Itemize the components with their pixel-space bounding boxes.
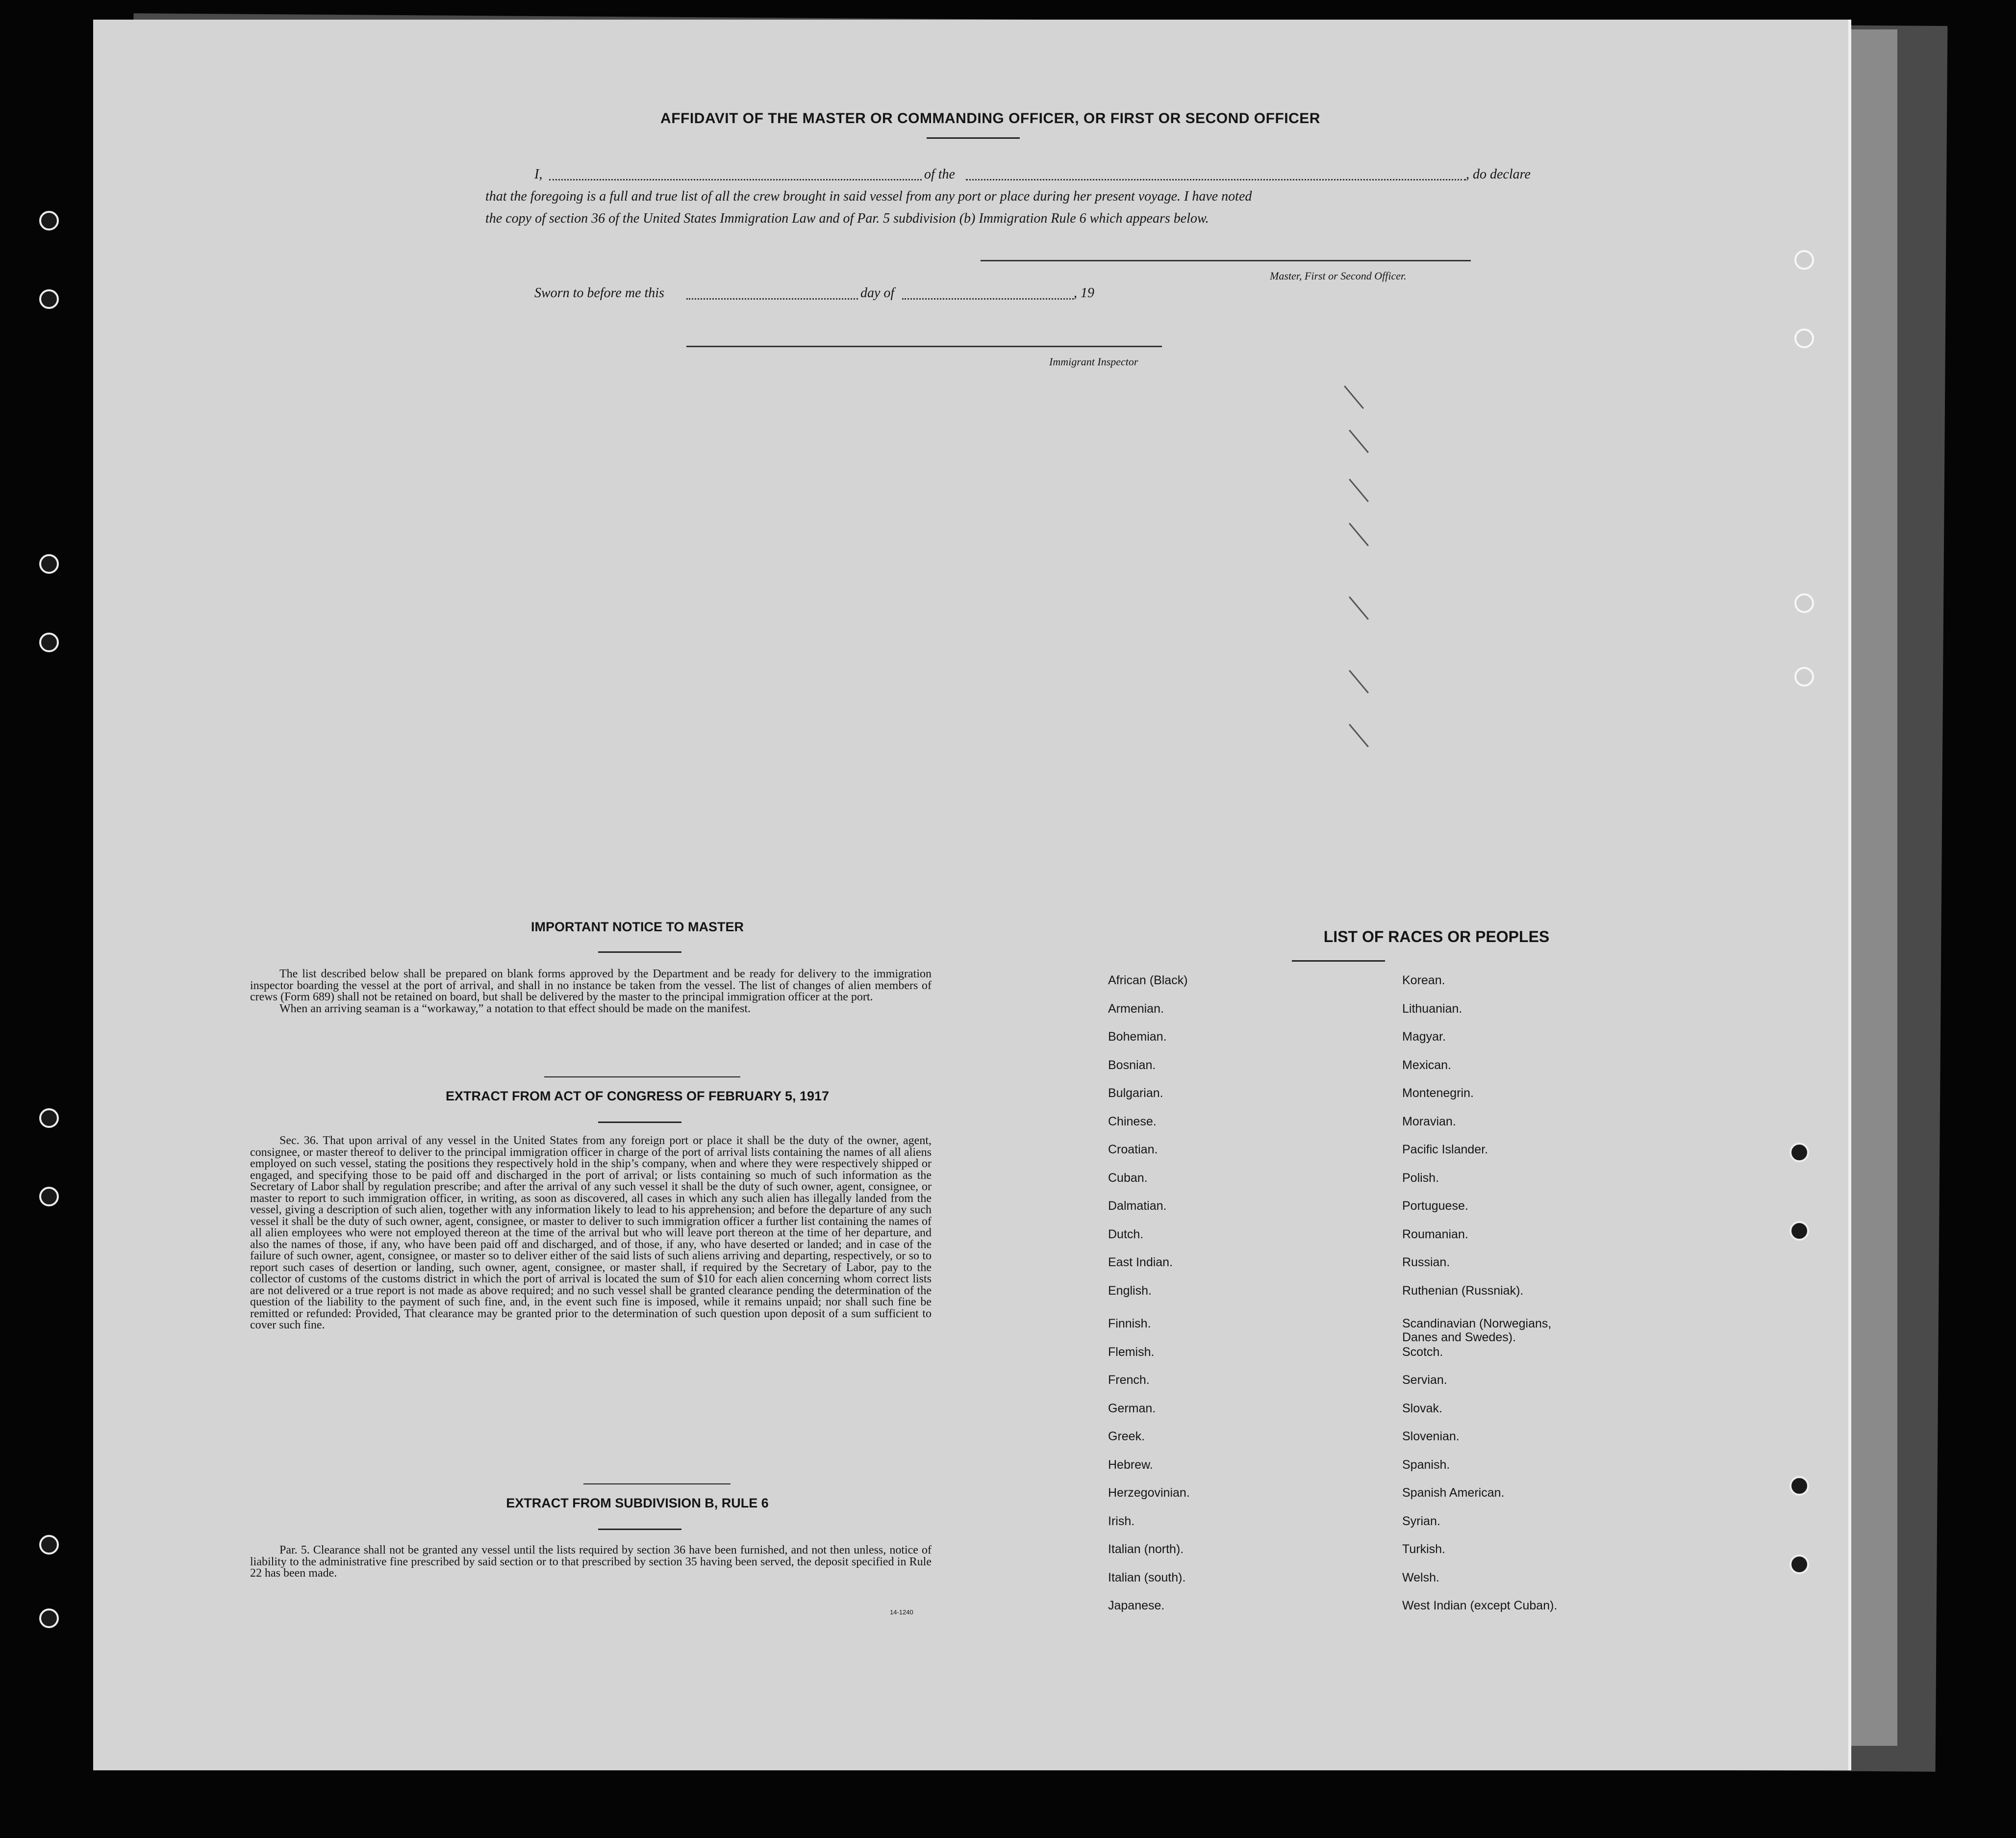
punch-hole [1789,1476,1809,1496]
notice-body [250,969,932,1015]
section-rule [583,1483,731,1484]
vessel-name-field[interactable] [966,179,1466,180]
race-item: Dutch. [1108,1227,1144,1241]
race-item: Cuban. [1108,1171,1148,1185]
vessel-label: of the [924,167,955,182]
race-item: Mexican. [1402,1058,1452,1072]
notice-paragraph: The list described below shall be prepared on blank forms approved by the Department and be ready for delivery to the immigration inspector boarding the vessel at the port of arrival, and shall in no instance be taken from the vessel. The list of changes of alien members of crews (Form 689) shall not be retained on board, but shall be delivered by the master to the principal immigration officer at the port. [250,968,932,1003]
race-item: English. [1108,1283,1152,1298]
race-item: African (Black) [1108,973,1188,987]
races-title: LIST OF RACES OR PEOPLES [1323,928,1550,945]
punch-hole [1794,329,1814,348]
act-extract-paragraph: Sec. 36. That upon arrival of any vessel in the United States from any foreign port or place it shall be the duty of the owner, agent, consignee, or master thereof to deliver to the principal immigration officer in charge of the port of arrival lists containing the names of all aliens employed on such vessel, stating the positions they respectively hold in the ship’s company, when and where they were respectively shipped or engaged, and specifying those to be paid off and discharged in the port of arrival; or lists containing so much of such information as the Secretary of Labor shall by regulation prescribe; and after the arrival of any such vessel it shall be the duty of such owner, agent, consignee, or master to report to such immigration officer, in writing, as soon as discovered, all cases in which any such alien has illegally landed from the vessel, giving a description of such alien, together with any information likely to lead to his apprehension; and before the departure of any such vessel it shall be the duty of such owner, agent, consignee, or master to deliver to such immigration officer a further list containing the names of all alien employees who were not employed thereon at the time of the arrival but who will leave port thereon at the time of her departure, and also the names of those, if any, who have been paid off and discharged, and of those, if any, who have deserted or landed; and in case of the failure of such owner, agent, consignee, or master so to deliver either of the said lists of such aliens arriving and departing, respectively, or so to report such cases of desertion or landing, such owner, agent, consignee, or master shall, if required by the Secretary of Labor, pay to the collector of customs of the customs district in which the port of arrival is located the sum of $10 for each alien concerning whom correct lists are not delivered or a true report is not made as above required; and no such vessel shall be granted clearance pending the determination of the question of the liability to the payment of such fine, and, in the event such fine is imposed, while it remains unpaid; nor shall such fine be remitted or refunded: Provided, That clearance may be granted prior to the determination of such question upon deposit of a sum sufficient to cover such fine. [250,1134,932,1331]
check-mark [1344,385,1364,409]
race-item: Polish. [1402,1171,1439,1185]
race-item: Bulgarian. [1108,1086,1163,1100]
declarant-name-field[interactable] [549,179,922,180]
race-item: Hebrew. [1108,1457,1153,1472]
notice-title: IMPORTANT NOTICE TO MASTER [531,919,744,934]
form-code: 14-1240 [890,1608,913,1616]
race-item: Croatian. [1108,1143,1158,1156]
punch-hole [1789,1555,1809,1574]
race-item: Magyar. [1402,1030,1446,1044]
race-item: Russian. [1402,1255,1450,1269]
race-item: Moravian. [1402,1114,1456,1128]
declarant-label: I, [534,167,543,182]
race-item: French. [1108,1373,1150,1387]
check-mark [1349,596,1369,620]
punch-hole [39,211,59,230]
punch-hole [1794,250,1814,270]
race-item: Pacific Islander. [1402,1143,1488,1156]
race-item: Lithuanian. [1402,1001,1462,1016]
punch-hole [39,289,59,309]
act-extract-body [250,1135,932,1331]
race-item: Dalmatian. [1108,1199,1167,1213]
sworn-day-field[interactable] [686,298,858,300]
punch-hole [39,1187,59,1206]
sworn-month-label: day of [860,285,895,301]
race-item: Italian (south). [1108,1570,1186,1584]
race-item: Spanish American. [1402,1486,1505,1500]
check-mark [1349,670,1369,693]
check-mark [1349,724,1369,747]
section-rule [598,951,681,953]
punch-hole [1789,1143,1809,1162]
punch-hole [39,633,59,652]
race-item: Flemish. [1108,1345,1155,1359]
punch-hole [39,1108,59,1128]
race-item: Ruthenian (Russniak). [1402,1283,1524,1298]
punch-hole [39,554,59,574]
race-item: Syrian. [1402,1514,1440,1528]
race-item: Chinese. [1108,1114,1157,1128]
race-item: Italian (north). [1108,1542,1184,1556]
race-item: Roumanian. [1402,1227,1468,1241]
declaration-line: that the foregoing is a full and true list of all the crew brought in said vessel from any port or place during her present voyage. I have noted [485,189,1252,204]
race-item: Korean. [1402,973,1445,987]
race-item: Irish. [1108,1514,1135,1528]
act-extract-title: EXTRACT FROM ACT OF CONGRESS OF FEBRUARY 5, 1917 [445,1089,830,1103]
sworn-month-field[interactable] [902,298,1074,300]
race-item: German. [1108,1401,1156,1415]
document-page [93,20,1851,1770]
rule-extract-title: EXTRACT FROM SUBDIVISION B, RULE 6 [506,1496,769,1510]
master-signature-label: Master, First or Second Officer. [1270,270,1407,282]
rule-extract-body [250,1545,932,1580]
race-item: Slovak. [1402,1401,1442,1415]
rule-extract-paragraph: Par. 5. Clearance shall not be granted any vessel until the lists required by section 36 have been furnished, and not then unless, notice of liability to the administrative fine prescribed by said section or to that prescribed by section 35 having been served, the deposit specified in Rule 22 has been made. [250,1544,932,1580]
race-item: Portuguese. [1402,1199,1468,1213]
punch-hole [1794,667,1814,687]
race-item: Scotch. [1402,1345,1443,1359]
race-item: Montenegrin. [1402,1086,1474,1100]
section-rule [598,1122,681,1123]
punch-hole [39,1535,59,1555]
race-item: Slovenian. [1402,1430,1460,1443]
race-item: Turkish. [1402,1542,1445,1556]
master-signature-line[interactable] [981,260,1471,261]
race-item: Finnish. [1108,1317,1151,1330]
sworn-year-label: , 19 [1074,285,1094,301]
inspector-signature-line[interactable] [686,346,1162,347]
sworn-label: Sworn to before me this [534,285,664,301]
title-rule [927,137,1020,139]
race-item: Scandinavian (Norwegians, Danes and Swedes). [1402,1317,1552,1344]
inspector-signature-label: Immigrant Inspector [1049,356,1138,368]
race-item: East Indian. [1108,1255,1173,1269]
check-mark [1349,430,1369,453]
race-item: Bohemian. [1108,1030,1167,1044]
race-item: Welsh. [1402,1570,1439,1584]
race-item: Spanish. [1402,1457,1450,1472]
check-mark [1349,523,1369,546]
section-rule [1292,960,1385,962]
declaration-line: the copy of section 36 of the United States Immigration Law and of Par. 5 subdivision (b) Immigration Rule 6 which appears below. [485,211,1209,226]
check-mark [1349,479,1369,502]
race-item: Japanese. [1108,1599,1165,1612]
section-rule [598,1529,681,1530]
race-item: Bosnian. [1108,1058,1156,1072]
declare-text: , do declare [1466,167,1531,182]
punch-hole [1789,1221,1809,1241]
punch-hole [1794,593,1814,613]
race-item: West Indian (except Cuban). [1402,1599,1558,1612]
race-item: Greek. [1108,1430,1145,1443]
section-rule [544,1076,740,1077]
race-item: Servian. [1402,1373,1447,1387]
race-item: Herzegovinian. [1108,1486,1190,1500]
punch-hole [39,1608,59,1628]
notice-paragraph: When an arriving seaman is a “workaway,” a notation to that effect should be made on the manifest. [279,1002,751,1015]
race-item: Armenian. [1108,1001,1164,1016]
affidavit-title: AFFIDAVIT OF THE MASTER OR COMMANDING OFFICER, OR FIRST OR SECOND OFFICER [660,110,1320,127]
